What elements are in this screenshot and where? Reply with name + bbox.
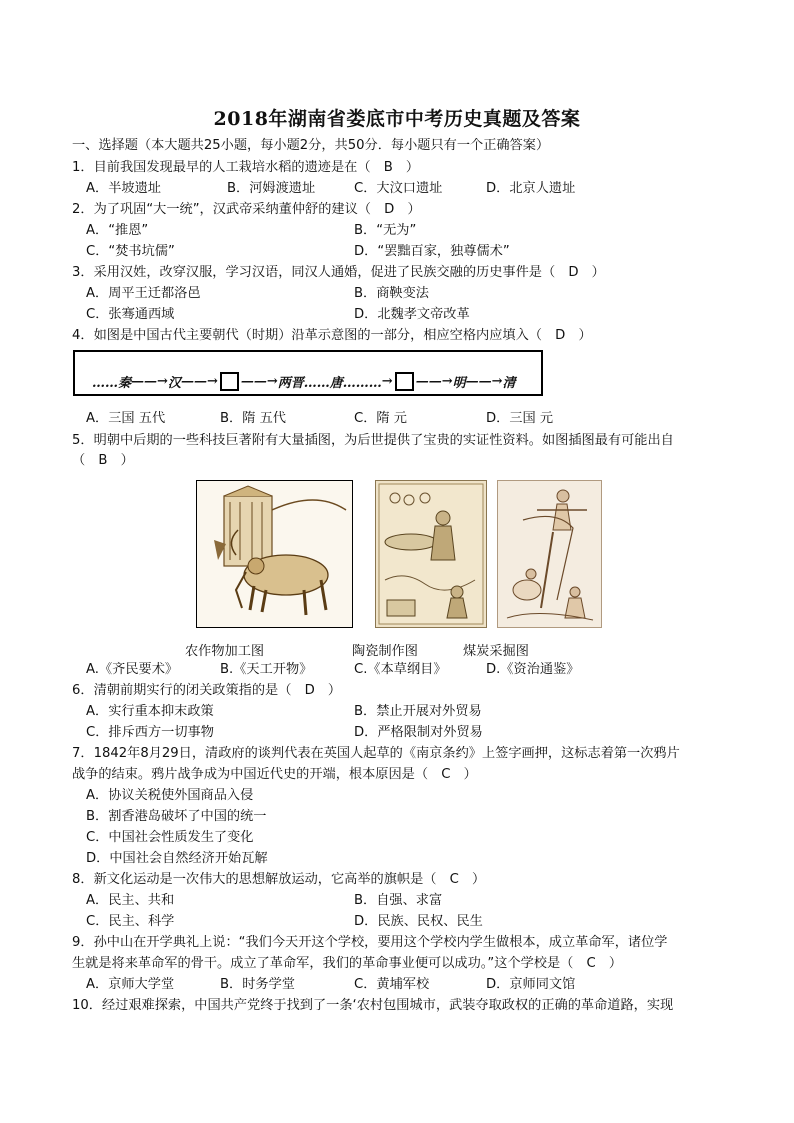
question-2-option-b: B．“无为”	[354, 223, 417, 238]
question-7-stem: 7．1842年8月29日，清政府的谈判代表在英国人起草的《南京条约》上签字画押，这标志着第一次鸦片	[72, 746, 680, 761]
porcelain-making-illustration	[375, 480, 487, 628]
question-6-stem: 6．清朝前期实行的闭关政策指的是（ D ）	[72, 683, 342, 698]
question-6-option-a: A．实行重本抑末政策	[86, 704, 214, 719]
arrow-icon: ——→	[240, 374, 278, 389]
question-4-option-b: B．隋 五代	[220, 411, 286, 426]
question-8-option-c: C．民主、科学	[86, 914, 175, 929]
question-9-stem-cont: 生就是将来革命军的骨干。成立了革命军，我们的革命事业便可以成功。”这个学校是（ C ）	[72, 956, 623, 971]
timeline-tang: 唐………	[329, 376, 382, 391]
arrow-icon: ——→	[465, 374, 503, 389]
question-5-stem-cont: （ B ）	[72, 453, 134, 468]
question-5-option-c: C.《本草纲目》	[354, 662, 447, 677]
timeline-han: 汉	[167, 376, 181, 391]
question-5-option-b: B.《天工开物》	[220, 662, 313, 677]
section-heading: 一、选择题（本大题共25小题，每小题2分，共50分．每小题只有一个正确答案）	[72, 138, 550, 153]
question-6-option-c: C．排斥西方一切事物	[86, 725, 214, 740]
question-3-option-a: A．周平王迁都洛邑	[86, 286, 201, 301]
question-9-option-d: D．京师同文馆	[486, 977, 576, 992]
timeline-blank-1	[220, 372, 239, 391]
dynasty-timeline	[92, 372, 516, 391]
question-9-option-c: C．黄埔军校	[354, 977, 430, 992]
question-6-option-b: B．禁止开展对外贸易	[354, 704, 482, 719]
question-7-option-c: C．中国社会性质发生了变化	[86, 830, 254, 845]
question-2-stem: 2．为了巩固“大一统”，汉武帝采纳董仲舒的建议（ D ）	[72, 202, 421, 217]
question-4-stem: 4．如图是中国古代主要朝代（时期）沿革示意图的一部分，相应空格内应填入（ D ）	[72, 328, 592, 343]
question-8-stem: 8．新文化运动是一次伟大的思想解放运动，它高举的旗帜是（ C ）	[72, 872, 486, 887]
question-5-stem: 5．明朝中后期的一些科技巨著附有大量插图，为后世提供了宝贵的实证性资料。如图插图最有可能出自	[72, 433, 674, 448]
question-3-stem: 3．采用汉姓，改穿汉服，学习汉语，同汉人通婚，促进了民族交融的历史事件是（ D ）	[72, 265, 605, 280]
question-3-option-b: B．商鞅变法	[354, 286, 429, 301]
question-5-option-d: D.《资治通鉴》	[486, 662, 580, 677]
question-7-option-b: B．割香港岛破坏了中国的统一	[86, 809, 267, 824]
question-4-option-c: C．隋 元	[354, 411, 407, 426]
arrow-icon: ——→	[415, 374, 453, 389]
question-4-option-d: D．三国 元	[486, 411, 554, 426]
coal-mining-illustration	[497, 480, 602, 628]
question-1-stem: 1．目前我国发现最早的人工栽培水稻的遗迹是在（ B ）	[72, 160, 420, 175]
caption-porcelain-making: 陶瓷制作图	[352, 644, 418, 659]
arrow-icon: →	[381, 374, 393, 389]
timeline-ming: 明	[452, 376, 466, 391]
caption-crop-processing: 农作物加工图	[185, 644, 265, 659]
question-2-option-a: A．“推恩”	[86, 223, 149, 238]
question-1-option-d: D．北京人遗址	[486, 181, 576, 196]
question-9-option-a: A．京师大学堂	[86, 977, 175, 992]
question-8-option-a: A．民主、共和	[86, 893, 175, 908]
question-1-option-c: C．大汶口遗址	[354, 181, 443, 196]
timeline-jin: 两晋……	[277, 376, 330, 391]
arrow-icon: ——→	[180, 374, 218, 389]
question-10-stem: 10．经过艰难探索，中国共产党终于找到了一条‘农村包围城市，武装夺取政权的正确的革命道路，实现	[72, 998, 674, 1013]
question-5-option-a: A.《齐民要术》	[86, 662, 179, 677]
question-9-option-b: B．时务学堂	[220, 977, 295, 992]
arrow-icon: ——→	[131, 374, 168, 389]
question-1-option-b: B．河姆渡遗址	[227, 181, 316, 196]
timeline-qing: 清	[502, 376, 516, 391]
caption-coal-mining: 煤炭采掘图	[463, 644, 529, 659]
question-7-stem-cont: 战争的结束。鸦片战争成为中国近代史的开端，根本原因是（ C ）	[72, 767, 477, 782]
crop-processing-illustration	[196, 480, 353, 628]
question-6-option-d: D．严格限制对外贸易	[354, 725, 483, 740]
page-title: 2018年湖南省娄底市中考历史真题及答案	[213, 108, 581, 130]
question-1-option-a: A．半坡遗址	[86, 181, 161, 196]
question-2-option-d: D．“罢黜百家，独尊儒术”	[354, 244, 510, 259]
question-3-option-d: D．北魏孝文帝改革	[354, 307, 470, 322]
timeline-qin: ……秦	[92, 376, 132, 391]
question-8-option-b: B．自强、求富	[354, 893, 443, 908]
timeline-blank-2	[395, 372, 414, 391]
question-7-option-a: A．协议关税使外国商品入侵	[86, 788, 254, 803]
question-3-option-c: C．张骞通西域	[86, 307, 175, 322]
question-9-stem: 9．孙中山在开学典礼上说：“我们今天开这个学校，要用这个学校内学生做根本，成立革命军，诸位学	[72, 935, 668, 950]
question-7-option-d: D．中国社会自然经济开始瓦解	[86, 851, 268, 866]
question-8-option-d: D．民族、民权、民生	[354, 914, 483, 929]
question-4-option-a: A．三国 五代	[86, 411, 166, 426]
question-2-option-c: C．“焚书坑儒”	[86, 244, 175, 259]
